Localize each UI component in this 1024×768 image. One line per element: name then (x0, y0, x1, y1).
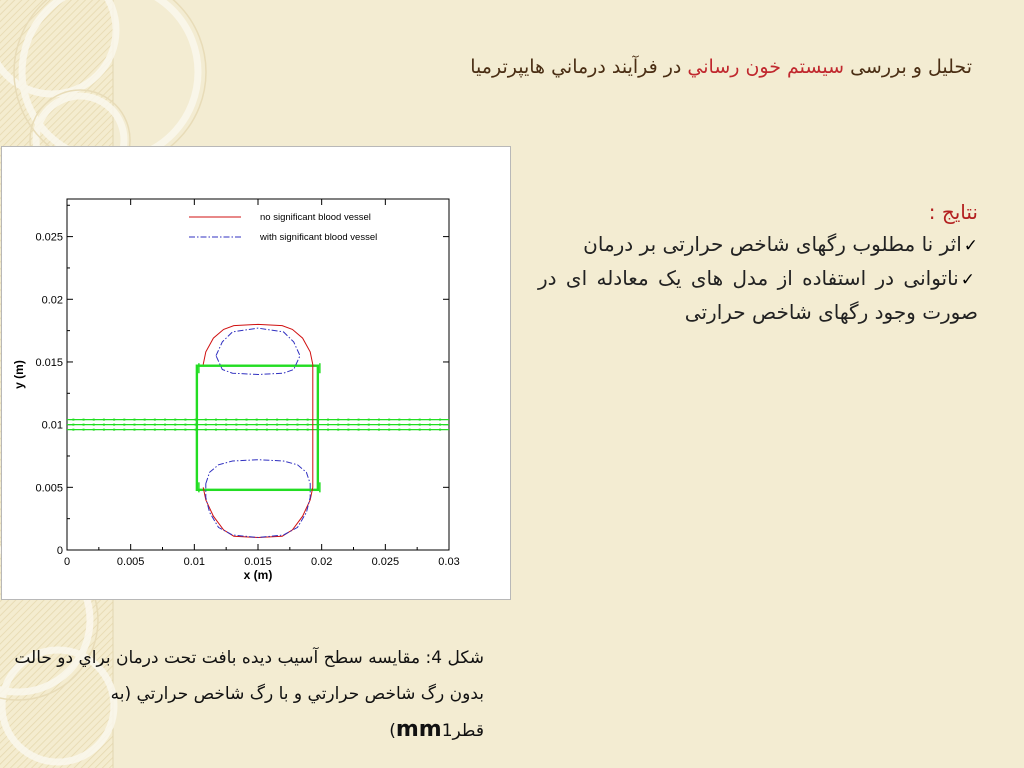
vessel-marker (123, 424, 125, 426)
x-tick-label: 0.005 (116, 556, 145, 568)
x-axis-label: x (m) (243, 568, 273, 582)
vessel-marker (337, 429, 339, 431)
vessel-marker (276, 419, 278, 421)
vessel-marker (195, 429, 197, 431)
vessel-marker (215, 429, 217, 431)
vessel-marker (174, 424, 176, 426)
vessel-marker (296, 429, 298, 431)
vessel-marker (83, 429, 85, 431)
vessel-marker (368, 419, 370, 421)
y-tick-label: 0.02 (41, 294, 63, 307)
vessel-marker (307, 419, 309, 421)
vessel-marker (113, 429, 115, 431)
vessel-marker (256, 419, 258, 421)
chart-frame (1, 146, 511, 600)
x-tick-label: 0.01 (183, 556, 206, 568)
vessel-marker (429, 419, 431, 421)
y-axis-label: y (m) (12, 360, 26, 389)
vessel-marker (144, 424, 146, 426)
vessel-marker (133, 429, 135, 431)
vessel-marker (429, 424, 431, 426)
vessel-marker (154, 419, 156, 421)
result-item (538, 262, 978, 328)
vessel-marker (113, 424, 115, 426)
vessel-marker (358, 424, 360, 426)
vessel-marker (195, 419, 197, 421)
title-prefix: تحليل و بررسی (850, 56, 972, 78)
vessel-marker (195, 424, 197, 426)
vessel-marker (327, 424, 329, 426)
vessel-marker (225, 429, 227, 431)
title-suffix: در فرآيند درماني هايپرترميا (470, 56, 682, 78)
vessel-marker (225, 419, 227, 421)
vessel-marker (317, 424, 319, 426)
vessel-marker (256, 429, 258, 431)
vessel-marker (347, 424, 349, 426)
vessel-marker (296, 419, 298, 421)
vessel-marker (246, 424, 248, 426)
vessel-marker (144, 419, 146, 421)
vessel-marker (286, 429, 288, 431)
caption-end: 1) (389, 721, 453, 741)
vessel-marker (215, 424, 217, 426)
vessel-marker (358, 429, 360, 431)
vessel-marker (246, 429, 248, 431)
x-tick-label: 0.015 (244, 556, 272, 568)
vessel-marker (93, 429, 95, 431)
vessel-marker (205, 424, 207, 426)
vessel-marker (266, 424, 268, 426)
vessel-marker (225, 424, 227, 426)
vessel-marker (347, 419, 349, 421)
caption-unit: mm (395, 717, 442, 742)
vessel-marker (144, 429, 146, 431)
vessel-marker (184, 419, 186, 421)
vessel-marker (276, 424, 278, 426)
vessel-marker (388, 424, 390, 426)
y-tick-label: 0.01 (41, 419, 63, 432)
legend-label: no significant blood vessel (260, 212, 371, 223)
vessel-marker (164, 429, 166, 431)
vessel-marker (439, 424, 441, 426)
check-icon: ✓ (960, 270, 978, 290)
vessel-marker (123, 419, 125, 421)
vessel-marker (103, 419, 105, 421)
result-item (538, 228, 978, 262)
vessel-marker (286, 424, 288, 426)
x-tick-label: 0.025 (371, 556, 400, 568)
vessel-marker (113, 419, 115, 421)
vessel-marker (276, 429, 278, 431)
vessel-marker (103, 429, 105, 431)
vessel-marker (154, 424, 156, 426)
vessel-marker (215, 419, 217, 421)
vessel-marker (72, 424, 74, 426)
result-item-text: ناتوانی در استفاده از مدل های يک معادله ای در صورت وجود رگهای شاخص حرارتی (538, 266, 978, 324)
vessel-marker (337, 419, 339, 421)
series-line-2 (206, 460, 310, 538)
vessel-marker (307, 429, 309, 431)
vessel-marker (398, 429, 400, 431)
vessel-marker (327, 419, 329, 421)
vessel-marker (398, 419, 400, 421)
vessel-marker (409, 424, 411, 426)
title-highlight: سيستم خون رساني (687, 56, 845, 78)
vessel-marker (307, 424, 309, 426)
vessel-marker (133, 419, 135, 421)
vessel-marker (72, 429, 74, 431)
vessel-marker (419, 424, 421, 426)
y-tick-label: 0.025 (35, 231, 63, 244)
y-tick-label: 0 (56, 545, 63, 557)
vessel-marker (409, 419, 411, 421)
vessel-marker (123, 429, 125, 431)
vessel-marker (419, 429, 421, 431)
vessel-marker (266, 419, 268, 421)
vessel-marker (317, 429, 319, 431)
vessel-marker (256, 424, 258, 426)
vessel-marker (419, 419, 421, 421)
vessel-marker (174, 419, 176, 421)
result-item-text: اثر نا مطلوب رگهای شاخص حرارتی بر درمان (583, 232, 962, 256)
series-line-0 (203, 324, 313, 537)
vessel-marker (439, 429, 441, 431)
vessel-marker (93, 424, 95, 426)
vessel-marker (93, 419, 95, 421)
vessel-marker (72, 419, 74, 421)
vessel-marker (286, 419, 288, 421)
vessel-marker (378, 424, 380, 426)
caption-text: شکل 4: مقايسه سطح آسيب ديده بافت تحت درمان براي دو حالت بدون رگ شاخص حرارتي و با رگ شاخص حرارتي (به قطر (14, 648, 484, 741)
vessel-marker (409, 429, 411, 431)
legend-label: with significant blood vessel (260, 232, 378, 243)
check-icon: ✓ (963, 236, 978, 256)
vessel-marker (205, 419, 207, 421)
vessel-marker (164, 424, 166, 426)
y-tick-label: 0.005 (35, 482, 63, 495)
vessel-marker (439, 419, 441, 421)
vessel-marker (337, 424, 339, 426)
vessel-marker (133, 424, 135, 426)
vessel-marker (174, 429, 176, 431)
vessel-marker (388, 419, 390, 421)
x-tick-label: 0.03 (438, 556, 460, 568)
vessel-marker (184, 429, 186, 431)
vessel-marker (398, 424, 400, 426)
vessel-marker (205, 429, 207, 431)
series-line-1 (216, 328, 300, 374)
damage-contour-chart (2, 147, 510, 599)
vessel-marker (103, 424, 105, 426)
vessel-marker (378, 419, 380, 421)
vessel-marker (388, 429, 390, 431)
vessel-marker (235, 429, 237, 431)
tissue-rectangle (197, 366, 318, 490)
x-tick-label: 0 (63, 556, 71, 568)
vessel-marker (368, 424, 370, 426)
vessel-marker (235, 419, 237, 421)
vessel-marker (429, 429, 431, 431)
vessel-marker (358, 419, 360, 421)
vessel-marker (246, 419, 248, 421)
vessel-marker (378, 429, 380, 431)
vessel-marker (317, 419, 319, 421)
y-tick-label: 0.015 (35, 356, 63, 369)
vessel-marker (368, 429, 370, 431)
vessel-marker (83, 419, 85, 421)
vessel-marker (83, 424, 85, 426)
x-tick-label: 0.02 (310, 556, 333, 568)
vessel-marker (266, 429, 268, 431)
vessel-marker (154, 429, 156, 431)
vessel-marker (184, 424, 186, 426)
results-heading: نتايج : (928, 200, 978, 224)
vessel-marker (327, 429, 329, 431)
results-panel (538, 196, 978, 328)
vessel-marker (347, 429, 349, 431)
figure-caption (14, 640, 484, 749)
slide-title (470, 56, 972, 78)
vessel-marker (164, 419, 166, 421)
vessel-marker (235, 424, 237, 426)
vessel-marker (296, 424, 298, 426)
